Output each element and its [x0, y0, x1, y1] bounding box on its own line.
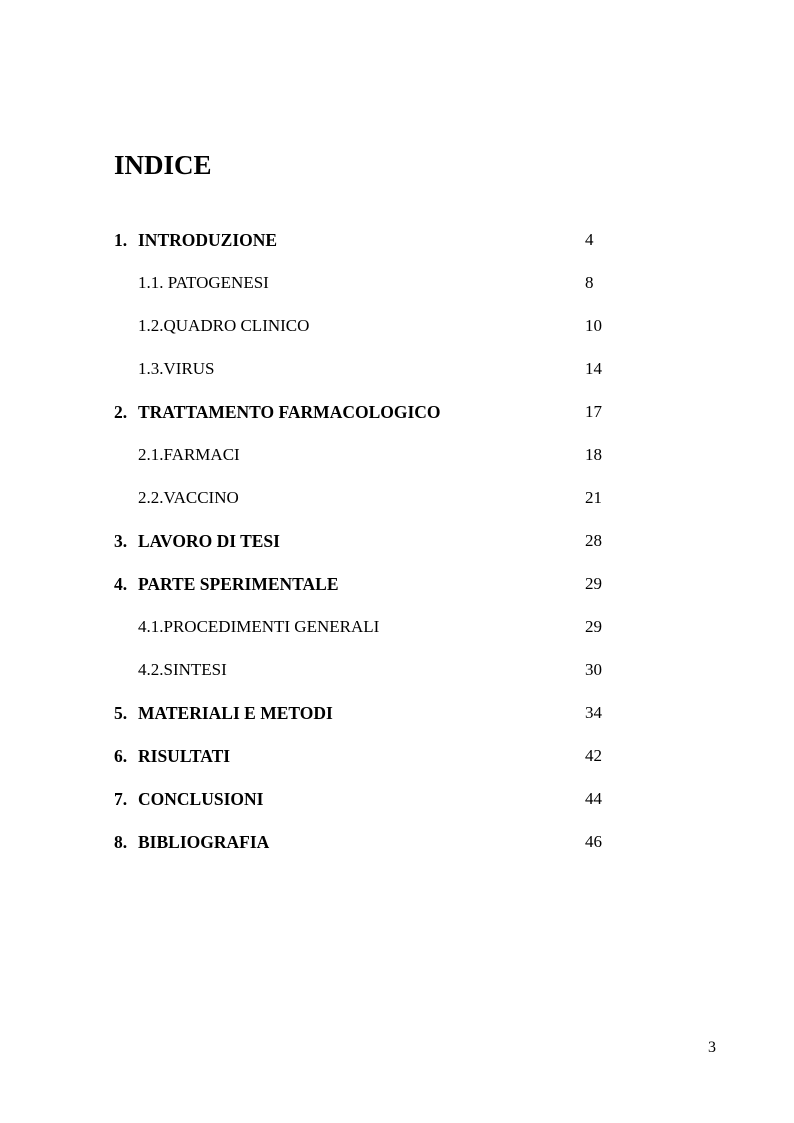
- toc-section-entry: [0, 656, 794, 699]
- toc-entry-label: 1.1. PATOGENESI: [138, 273, 269, 292]
- toc-entry-label: TRATTAMENTO FARMACOLOGICO: [138, 402, 441, 422]
- toc-chapter-entry: [0, 699, 794, 742]
- toc-entry-label: INTRODUZIONE: [138, 230, 278, 250]
- toc-entry-label: 4.2.SINTESI: [138, 660, 227, 679]
- toc-section-entry: [0, 269, 794, 312]
- page-number: 3: [708, 1039, 716, 1056]
- toc-chapter-entry: [0, 398, 794, 441]
- toc-entry-page: 44: [585, 789, 602, 808]
- toc-entry-page: 17: [585, 402, 602, 421]
- toc-entry-label: 2.2.VACCINO: [138, 488, 239, 507]
- toc-chapter-entry: [0, 226, 794, 269]
- toc-entry-label: 4.1.PROCEDIMENTI GENERALI: [138, 617, 380, 636]
- toc-entry-label: 1.2.QUADRO CLINICO: [138, 316, 310, 335]
- toc-entry-label: 2.1.FARMACI: [138, 445, 240, 464]
- toc-section-entry: [0, 613, 794, 656]
- toc-chapter-entry: [0, 742, 794, 785]
- toc-entry-page: 30: [585, 660, 602, 679]
- toc-entry-page: 28: [585, 531, 602, 550]
- toc-entry-page: 18: [585, 445, 602, 464]
- toc-section-entry: [0, 484, 794, 527]
- toc-entry-number: 4.: [114, 574, 128, 594]
- toc-entry-number: 3.: [114, 531, 128, 551]
- toc-chapter-entry: [0, 527, 794, 570]
- toc-entry-page: 46: [585, 832, 602, 851]
- toc-section-entry: [0, 441, 794, 484]
- toc-entry-number: 1.: [114, 230, 128, 250]
- toc-entry-number: 2.: [114, 402, 128, 422]
- toc-entry-page: 8: [585, 273, 594, 292]
- toc-chapter-entry: [0, 785, 794, 828]
- page-title: INDICE: [114, 150, 212, 180]
- toc-entry-label: BIBLIOGRAFIA: [138, 832, 270, 852]
- toc-entry-label: CONCLUSIONI: [138, 789, 264, 809]
- toc-entry-label: LAVORO DI TESI: [138, 531, 280, 551]
- toc-entry-page: 14: [585, 359, 602, 378]
- toc-entry-page: 29: [585, 617, 602, 636]
- toc-section-entry: [0, 355, 794, 398]
- toc-entry-page: 4: [585, 230, 594, 249]
- toc-entry-page: 21: [585, 488, 602, 507]
- toc-entry-number: 5.: [114, 703, 128, 723]
- toc-chapter-entry: [0, 828, 794, 871]
- table-of-contents: [0, 226, 794, 871]
- toc-entry-page: 34: [585, 703, 602, 722]
- toc-section-entry: [0, 312, 794, 355]
- toc-entry-label: PARTE SPERIMENTALE: [138, 574, 339, 594]
- toc-entry-label: MATERIALI E METODI: [138, 703, 333, 723]
- toc-chapter-entry: [0, 570, 794, 613]
- toc-entry-number: 6.: [114, 746, 128, 766]
- toc-entry-number: 8.: [114, 832, 128, 852]
- toc-entry-page: 29: [585, 574, 602, 593]
- toc-entry-number: 7.: [114, 789, 128, 809]
- toc-entry-label: 1.3.VIRUS: [138, 359, 215, 378]
- toc-entry-label: RISULTATI: [138, 746, 231, 766]
- toc-entry-page: 42: [585, 746, 602, 765]
- toc-entry-page: 10: [585, 316, 602, 335]
